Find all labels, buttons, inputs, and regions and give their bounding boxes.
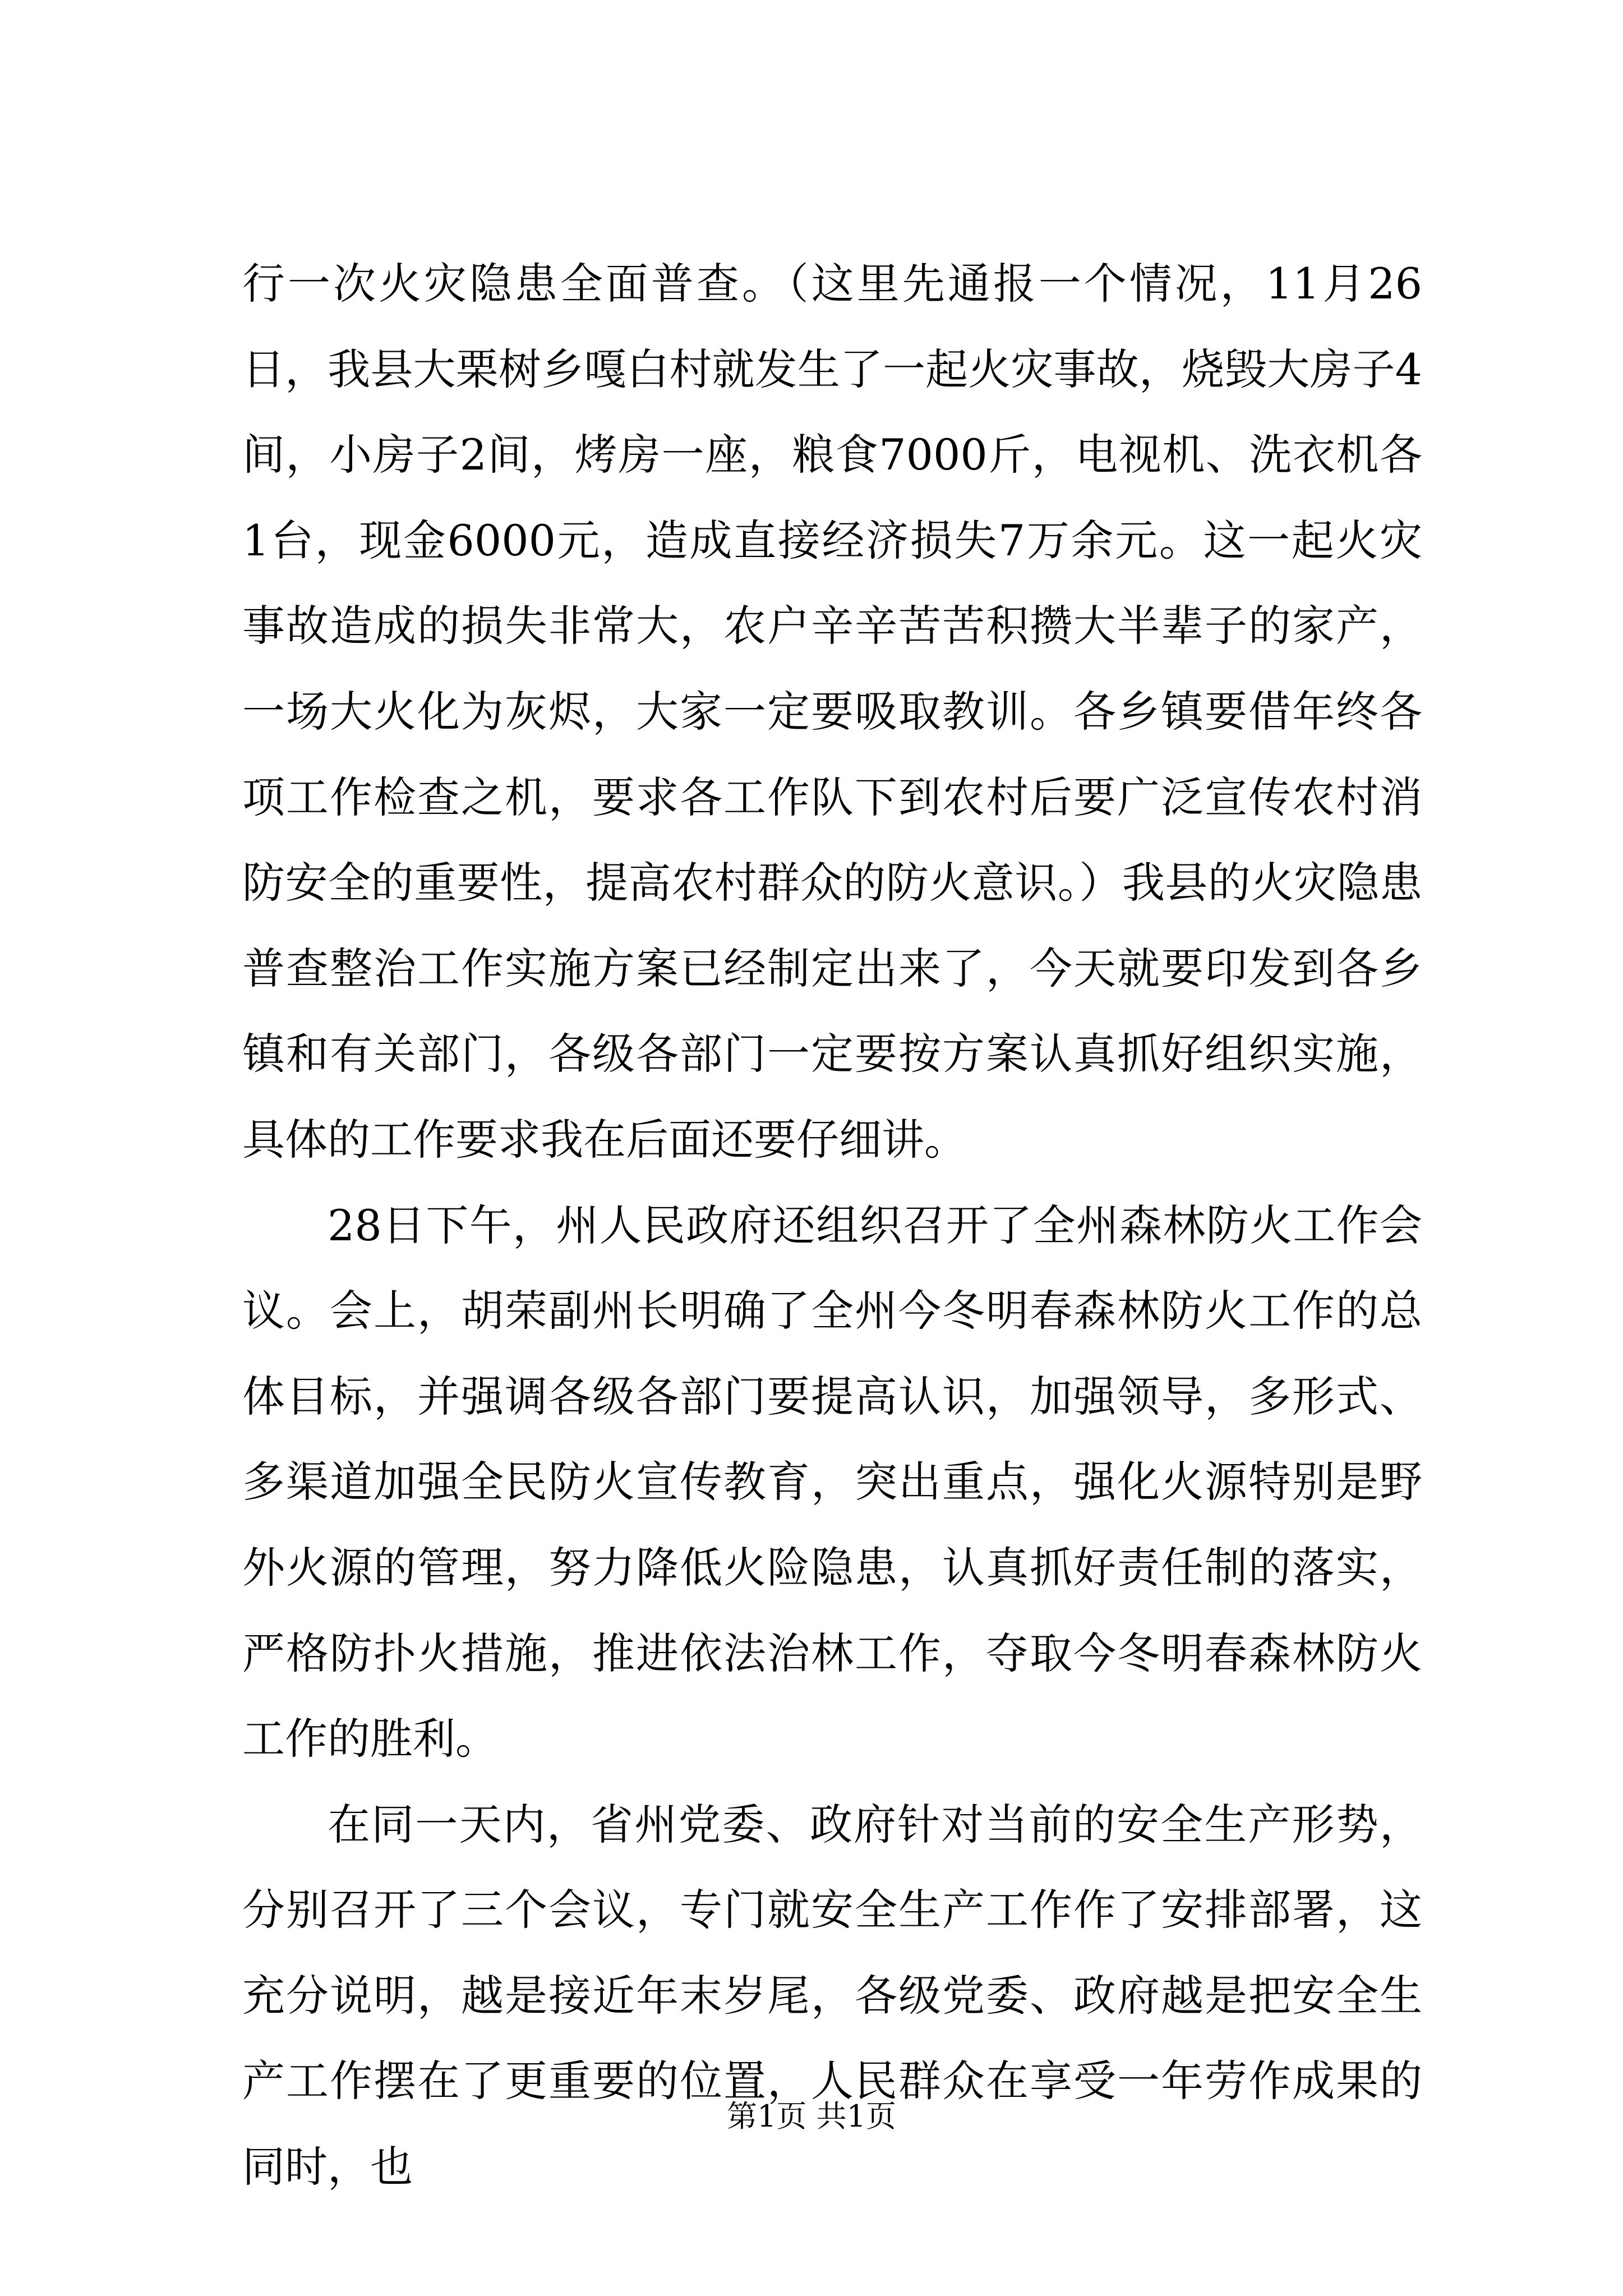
- paragraph-fire-inspection: 行一次火灾隐患全面普查。（这里先通报一个情况，11月26日，我县大栗树乡嘎白村就发生了一起火灾事故，烧毁大房子4间，小房子2间，烤房一座，粮食7000斤，电视机、洗衣机各1台，现金6000元，造成直接经济损失7万余元。这一起火灾事故造成的损失非常大，农户辛辛苦苦积攒大半辈子的家产，一场大火化为灰烬，大家一定要吸取教训。各乡镇要借年终各项工作检查之机，要求各工作队下到农村后要广泛宣传农村消防安全的重要性，提高农村群众的防火意识。）我县的火灾隐患普查整治工作实施方案已经制定出来了，今天就要印发到各乡镇和有关部门，各级各部门一定要按方案认真抓好组织实施，具体的工作要求我在后面还要仔细讲。: [242, 259, 1422, 1165]
- page-footer: 第1页 共1页: [727, 2099, 896, 2134]
- paragraph-safety-production: 在同一天内，省州党委、政府针对当前的安全生产形势，分别召开了三个会议，专门就安全生产工作作了安排部署，这充分说明，越是接近年末岁尾，各级党委、政府越是把安全生产工作摆在了更重要的位置，人民群众在享受一年劳作成果的同时，也: [242, 1799, 1422, 2192]
- document-body: [242, 241, 1422, 2210]
- paragraph-forest-fire-meeting: 28日下午，州人民政府还组织召开了全州森林防火工作会议。会上，胡荣副州长明确了全州今冬明春森林防火工作的总体目标，并强调各级各部门要提高认识，加强领导，多形式、多渠道加强全民防火宣传教育，突出重点，强化火源特别是野外火源的管理，努力降低火险隐患，认真抓好责任制的落实，严格防扑火措施，推进依法治林工作，夺取今冬明春森林防火工作的胜利。: [242, 1200, 1422, 1764]
